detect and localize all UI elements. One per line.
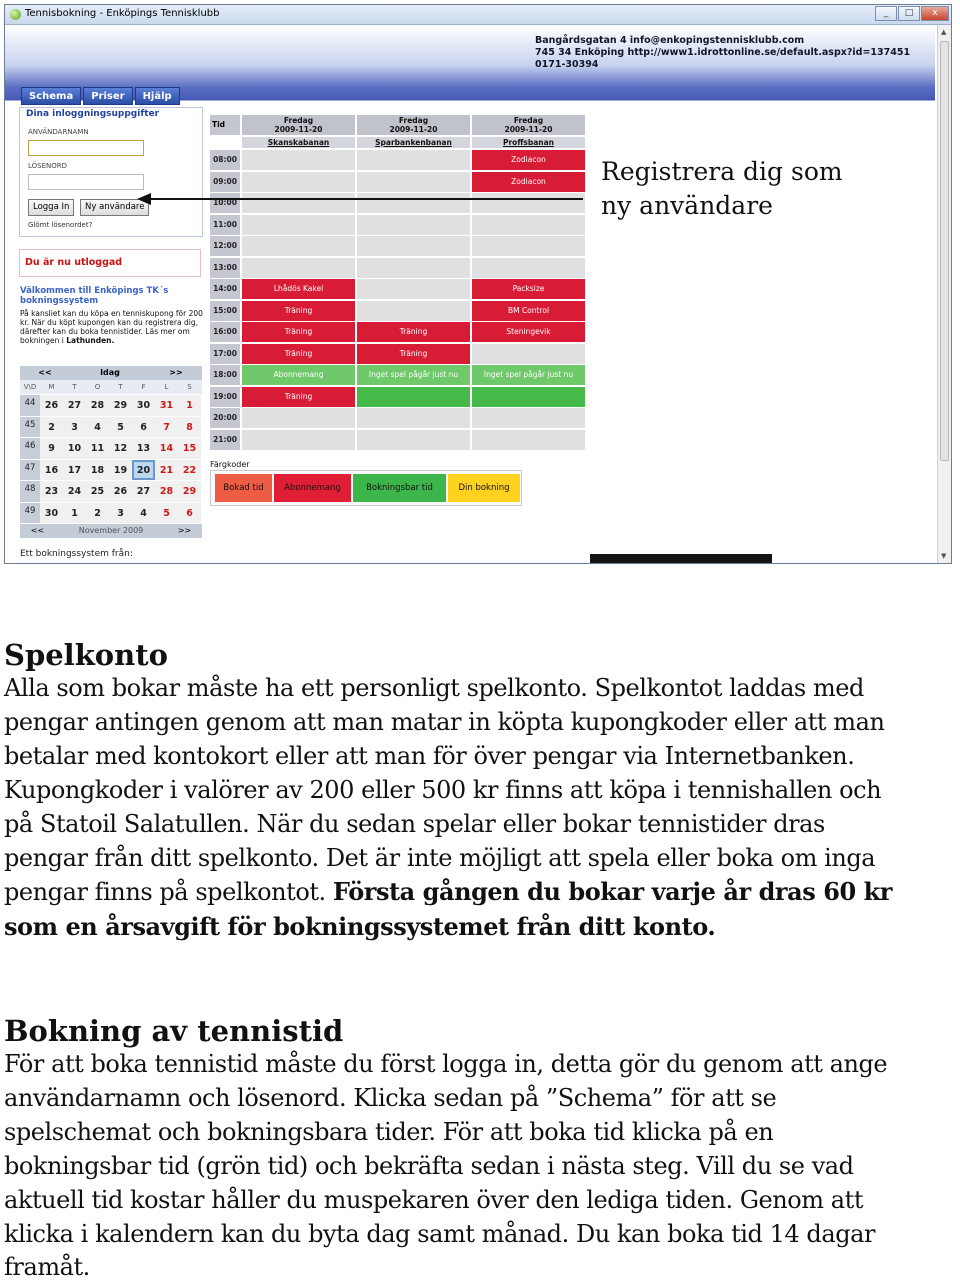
time-label: 08:00	[210, 150, 240, 170]
calendar-day[interactable]: 26	[109, 481, 132, 502]
booking-cell[interactable]: Träning	[242, 387, 355, 407]
section-bokning	[4, 1014, 954, 1284]
legend-item: Bokad tid	[215, 474, 272, 502]
booking-cell[interactable]: Träning	[242, 322, 355, 342]
booking-cell[interactable]	[357, 150, 470, 170]
calendar-day[interactable]: 21	[155, 460, 178, 481]
welcome-text	[20, 286, 204, 345]
calendar-day[interactable]: 13	[132, 438, 155, 459]
day-column-header	[242, 115, 355, 135]
line-bold-part: Första gången du bokar varje år dras 60 kr	[332, 877, 892, 907]
section-heading: Spelkonto	[4, 638, 168, 672]
day-column-header	[472, 115, 585, 135]
paragraph-line	[4, 875, 954, 910]
column-day: Fredag	[283, 116, 314, 125]
calendar-next[interactable]: >>	[169, 368, 183, 377]
column-date: 2009-11-20	[504, 125, 553, 134]
calendar-week-row	[20, 416, 202, 438]
main-nav	[21, 87, 180, 105]
logged-out-box	[19, 249, 201, 277]
weekday-label: T	[72, 383, 77, 391]
time-label: 17:00	[210, 344, 240, 364]
legend-item: Abonnemang	[274, 474, 351, 502]
weekday-label: O	[94, 383, 101, 391]
time-slot-row	[210, 344, 585, 364]
legend-item: Din bokning	[448, 474, 520, 502]
calendar-day[interactable]: 15	[178, 438, 201, 459]
booking-cell[interactable]	[242, 236, 355, 256]
time-label: 09:00	[210, 172, 240, 192]
booking-cell[interactable]: Inget spel pågår just nu	[472, 365, 585, 385]
paragraph-line: spelschemat och bokningsbara tider. För att boka tid klicka på en	[4, 1117, 774, 1146]
calendar-day[interactable]: 20	[132, 460, 155, 481]
callout-arrow-icon	[135, 189, 585, 209]
login-button[interactable]: Logga In	[28, 199, 74, 216]
new-user-button[interactable]: Ny användare	[80, 199, 149, 216]
calendar-day[interactable]: 6	[178, 503, 201, 524]
nav-priser[interactable]: Priser	[83, 87, 132, 105]
legend-title: Färgkoder	[210, 460, 250, 469]
legend-item: Bokningsbar tid	[353, 474, 446, 502]
calendar-day[interactable]: 11	[86, 438, 109, 459]
day-column-header	[357, 115, 470, 135]
booking-cell[interactable]	[357, 279, 470, 299]
calendar-day[interactable]: 14	[155, 438, 178, 459]
password-input[interactable]	[28, 174, 144, 190]
booking-cell[interactable]	[242, 258, 355, 278]
paragraph-line: pengar från ditt spelkonto. Det är inte möjligt att spela eller boka om inga	[4, 843, 876, 872]
login-box	[19, 107, 203, 237]
window-title: Tennisbokning - Enköpings Tennisklubb	[25, 8, 220, 19]
calendar-day[interactable]: 10	[63, 438, 86, 459]
weekday-label: V\D	[23, 383, 37, 391]
club-contact	[535, 35, 910, 71]
scroll-thumb[interactable]	[940, 41, 949, 461]
calendar-day[interactable]: 2	[40, 417, 63, 438]
calendar-day[interactable]: 30	[40, 503, 63, 524]
time-slot-row	[210, 430, 585, 450]
paragraph-line: bokningsbar tid (grön tid) och bekräfta sedan i nästa steg. Vill du se vad	[4, 1151, 854, 1180]
booking-cell[interactable]: BM Control	[472, 301, 585, 321]
time-slot-row	[210, 408, 585, 428]
booking-cell[interactable]: Lhådös Kakel	[242, 279, 355, 299]
week-number: 47	[20, 460, 40, 481]
booking-cell[interactable]	[242, 215, 355, 235]
logged-out-text: Du är nu utloggad	[25, 257, 123, 268]
calendar-day[interactable]: 3	[109, 503, 132, 524]
calendar-day[interactable]: 31	[155, 395, 178, 416]
time-label: 20:00	[210, 408, 240, 428]
paragraph-line: Kupongkoder i valörer av 200 eller 500 kr finns att köpa i tennishallen och	[4, 775, 882, 804]
calendar-day[interactable]: 5	[155, 503, 178, 524]
booking-cell[interactable]: Träning	[357, 322, 470, 342]
calendar-day[interactable]: 1	[178, 395, 201, 416]
forgot-password-link[interactable]: Glömt lösenordet?	[28, 221, 93, 229]
paragraph-line: För att boka tennistid måste du först logga in, detta gör du genom att ange	[4, 1050, 888, 1078]
weekday-label: T	[118, 383, 123, 391]
column-day: Fredag	[398, 116, 429, 125]
lathunden-link[interactable]: Lathunden.	[66, 336, 115, 345]
calendar-day[interactable]: 27	[132, 481, 155, 502]
footer-bar	[590, 554, 772, 563]
calendar-day[interactable]: 5	[109, 417, 132, 438]
username-label: ANVÄNDARNAMN	[28, 128, 89, 136]
time-slot-row	[210, 258, 585, 278]
time-slot-row	[210, 322, 585, 342]
booking-cell[interactable]: Zodiacon	[472, 172, 585, 192]
calendar-day[interactable]: 4	[86, 417, 109, 438]
court-header[interactable]: Proffsbanan	[472, 137, 585, 148]
contact-address: Bangårdsgatan 4	[535, 35, 627, 46]
time-label: 18:00	[210, 365, 240, 385]
paragraph-line: användarnamn och lösenord. Klicka sedan på ”Schema” för att se	[4, 1083, 777, 1112]
time-label: 11:00	[210, 215, 240, 235]
color-legend	[210, 460, 510, 493]
vertical-scrollbar[interactable]	[937, 25, 951, 563]
week-number: 44	[20, 395, 40, 416]
column-day: Fredag	[513, 116, 544, 125]
calendar-week-row	[20, 480, 202, 502]
line-normal-part: pengar finns på spelkontot.	[4, 878, 333, 907]
time-slot-row	[210, 365, 585, 385]
month-label: November 2009	[78, 526, 144, 535]
booking-cell[interactable]: Steningevik	[472, 322, 585, 342]
week-number: 46	[20, 438, 40, 459]
booking-cell[interactable]	[357, 301, 470, 321]
calendar-day[interactable]: 8	[178, 417, 201, 438]
callout-line-1: Registrera dig som	[601, 157, 843, 186]
calendar-day[interactable]: 29	[109, 395, 132, 416]
nav-schema[interactable]: Schema	[21, 87, 81, 105]
time-label: 10:00	[210, 193, 240, 213]
calendar-day[interactable]: 16	[40, 460, 63, 481]
calendar-day[interactable]: 25	[86, 481, 109, 502]
contact-phone: 0171-30394	[535, 59, 599, 70]
welcome-title: Välkommen till Enköpings TK´s bokningssystem	[20, 286, 169, 306]
court-header[interactable]: Sparbankenbanan	[357, 137, 470, 148]
calendar-day[interactable]: 27	[63, 395, 86, 416]
booking-cell[interactable]	[242, 430, 355, 450]
booking-cell[interactable]	[472, 215, 585, 235]
calendar-day[interactable]: 3	[63, 417, 86, 438]
maximize-button[interactable]: □	[898, 6, 920, 21]
time-label: 12:00	[210, 236, 240, 256]
calendar-day[interactable]: 29	[178, 481, 201, 502]
calendar-week-row	[20, 394, 202, 416]
calendar-week-row	[20, 437, 202, 459]
calendar-today[interactable]: Idag	[100, 368, 120, 377]
booking-cell[interactable]	[472, 430, 585, 450]
username-input[interactable]	[28, 140, 144, 156]
calendar-day[interactable]: 9	[40, 438, 63, 459]
calendar-prev[interactable]: <<	[38, 368, 52, 377]
contact-url[interactable]: http://www1.idrottonline.se/default.aspx?id=137451	[627, 47, 911, 58]
calendar-day[interactable]: 24	[63, 481, 86, 502]
week-number: 48	[20, 481, 40, 502]
browser-window	[4, 4, 952, 564]
booking-cell[interactable]	[357, 408, 470, 428]
scroll-up-icon[interactable]: ▲	[941, 28, 947, 36]
calendar-day[interactable]: 23	[40, 481, 63, 502]
footer-text: Ett bokningssystem från:	[20, 549, 133, 559]
week-number: 49	[20, 503, 40, 524]
time-label: 21:00	[210, 430, 240, 450]
column-date: 2009-11-20	[274, 125, 323, 134]
time-label: 16:00	[210, 322, 240, 342]
paragraph-line: betalar med kontokort eller att man för över pengar via Internetbanken.	[4, 741, 855, 770]
calendar-day[interactable]: 19	[109, 460, 132, 481]
calendar-day[interactable]: 6	[132, 417, 155, 438]
time-slot-row	[210, 215, 585, 235]
time-label: 14:00	[210, 279, 240, 299]
calendar-day[interactable]: 17	[63, 460, 86, 481]
month-prev[interactable]: <<	[30, 526, 45, 535]
section-heading: Bokning av tennistid	[4, 1014, 344, 1048]
calendar-day[interactable]: 2	[86, 503, 109, 524]
weekday-label: F	[141, 383, 146, 391]
booking-cell[interactable]	[472, 344, 585, 364]
booking-cell[interactable]	[242, 150, 355, 170]
calendar-week-row	[20, 502, 202, 524]
booking-cell[interactable]	[357, 430, 470, 450]
contact-postal: 745 34 Enköping	[535, 47, 625, 58]
weekday-header	[20, 380, 202, 394]
weekday-label: M	[48, 383, 55, 391]
login-heading: Dina inloggningsuppgifter	[26, 109, 160, 119]
calendar-day[interactable]: 18	[86, 460, 109, 481]
paragraph-line: pengar antingen genom att man matar in köpta kupongkoder eller att man	[4, 707, 885, 736]
time-slot-row	[210, 387, 585, 407]
calendar-day[interactable]: 22	[178, 460, 201, 481]
calendar-day[interactable]: 4	[132, 503, 155, 524]
paragraph-line: klicka i kalendern kan du byta dag samt månad. Du kan boka tid 14 dagar	[4, 1219, 876, 1248]
time-label: 15:00	[210, 301, 240, 321]
paragraph-line: framåt.	[4, 1253, 90, 1282]
calendar	[20, 366, 202, 538]
app-icon	[10, 9, 21, 20]
booking-cell[interactable]	[357, 387, 470, 407]
paragraph-line: på Statoil Salatullen. När du sedan spelar eller bokar tennistider dras	[4, 809, 825, 838]
close-button[interactable]: x	[921, 6, 949, 21]
calendar-day[interactable]: 26	[40, 395, 63, 416]
password-label: LÖSENORD	[28, 162, 68, 170]
booking-cell[interactable]	[357, 236, 470, 256]
calendar-day[interactable]: 12	[109, 438, 132, 459]
booking-cell[interactable]	[472, 408, 585, 428]
welcome-body: På kansliet kan du köpa en tenniskupong för 200 kr. När du köpt kupongen kan du registrera dig, därefter kan du boka tennistider. Läs mer om bokningen i	[20, 309, 203, 345]
time-slot-row	[210, 301, 585, 321]
callout-text	[601, 155, 843, 223]
booking-cell[interactable]	[472, 387, 585, 407]
paragraph-line: Alla som bokar måste ha ett personligt spelkonto. Spelkontot laddas med	[4, 674, 864, 702]
weekday-label: S	[187, 383, 192, 391]
section-spelkonto	[4, 638, 954, 945]
calendar-day[interactable]: 30	[132, 395, 155, 416]
time-slot-row	[210, 279, 585, 299]
month-next[interactable]: >>	[177, 526, 192, 535]
time-slot-row	[210, 236, 585, 256]
calendar-week-row	[20, 459, 202, 481]
booking-cell[interactable]: Packsize	[472, 279, 585, 299]
court-header[interactable]: Skanskabanan	[242, 137, 355, 148]
booking-cell[interactable]: Inget spel pågår just nu	[357, 365, 470, 385]
booking-cell[interactable]: Abonnemang	[242, 365, 355, 385]
paragraph-line: aktuell tid kostar håller du muspekaren över den lediga tiden. Genom att	[4, 1185, 864, 1214]
time-label: 13:00	[210, 258, 240, 278]
nav-hjalp[interactable]: Hjälp	[135, 87, 180, 105]
booking-cell[interactable]: Träning	[242, 301, 355, 321]
paragraph-line	[4, 910, 954, 945]
booking-cell[interactable]	[357, 215, 470, 235]
booking-cell[interactable]	[357, 258, 470, 278]
contact-email[interactable]: info@enkopingstennisklubb.com	[629, 35, 805, 46]
calendar-day[interactable]: 7	[155, 417, 178, 438]
title-bar	[5, 5, 951, 25]
time-label: 19:00	[210, 387, 240, 407]
booking-cell[interactable]: Träning	[242, 344, 355, 364]
scroll-down-icon[interactable]: ▼	[941, 552, 947, 560]
weekday-label: L	[164, 383, 169, 391]
minimize-button[interactable]: _	[875, 6, 897, 21]
booking-cell[interactable]	[472, 258, 585, 278]
booking-cell[interactable]	[472, 236, 585, 256]
calendar-day[interactable]: 28	[86, 395, 109, 416]
booking-cell[interactable]: Zodiacon	[472, 150, 585, 170]
calendar-day[interactable]: 1	[63, 503, 86, 524]
booking-cell[interactable]	[242, 408, 355, 428]
time-slot-row	[210, 150, 585, 170]
time-header: Tid	[210, 115, 240, 135]
calendar-day[interactable]: 28	[155, 481, 178, 502]
week-number: 45	[20, 417, 40, 438]
booking-cell[interactable]: Träning	[357, 344, 470, 364]
line-bold-part: som en årsavgift för bokningssystemet från ditt konto.	[4, 912, 716, 942]
column-date: 2009-11-20	[389, 125, 438, 134]
callout-line-2: ny användare	[601, 191, 773, 220]
